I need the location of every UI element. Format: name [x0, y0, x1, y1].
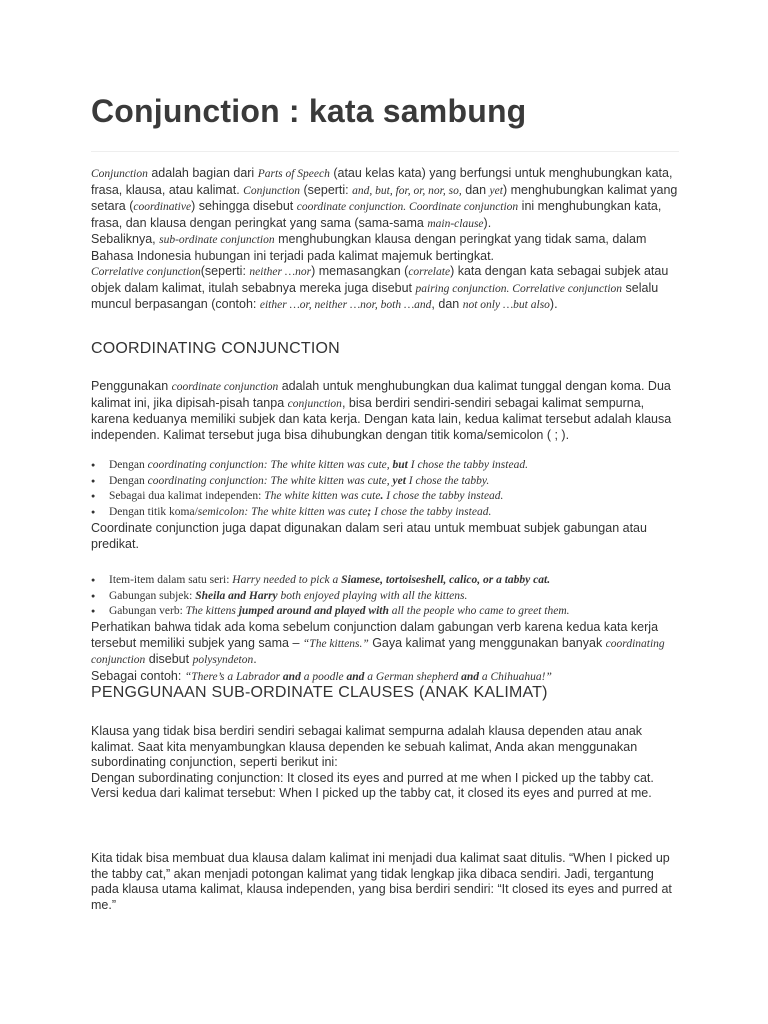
section1-note: [91, 620, 681, 685]
text: ) kata dengan kata sebagai subjek atau objek dalam kalimat, itulah sebabnya mereka juga disebut: [91, 264, 669, 295]
text: selalu muncul berpasangan (contoh:: [91, 280, 659, 311]
term: Conjunction: [243, 184, 301, 197]
term: but: [392, 459, 408, 471]
text: Gaya kalimat yang menggunakan banyak: [368, 635, 606, 650]
text: ) sehingga disebut: [191, 199, 297, 213]
paragraph: Versi kedua dari kalimat tersebut: When I picked up the tabby cat, it closed its eyes and purred at me.: [91, 786, 652, 800]
example-list-2: [91, 573, 681, 620]
section1-paragraph: [91, 379, 681, 443]
section-heading-coordinating: COORDINATING CONJUNCTION: [91, 340, 340, 357]
text: (seperti:: [300, 182, 353, 197]
term: and: [461, 670, 479, 683]
term: yet: [489, 184, 503, 197]
intro-paragraph-3: [91, 264, 681, 314]
text: ) menghubungkan kalimat yang setara (: [91, 182, 678, 213]
text: Gabungan subjek:: [109, 589, 196, 602]
text: Sebaliknya,: [91, 232, 160, 246]
term: “The kittens.”: [302, 637, 369, 650]
text: Dengan titik koma/: [109, 505, 198, 518]
section2-closing: Kita tidak bisa membuat dua klausa dalam kalimat ini menjadi dua kalimat saat ditulis. “When I picked up the tabby cat,” akan menjadi potongan kalimat yang tidak lengkap jika dibaca sendiri. Jadi, tergantung pada klausa utama kalimat, klausa independen, yang bisa berdiri sendiri: “It closed its eyes and purred at me.”: [91, 851, 672, 912]
text: disebut: [145, 652, 193, 666]
text: Gabungan verb:: [109, 605, 186, 617]
intro-paragraph-1: [91, 166, 681, 232]
text: .: [253, 652, 257, 666]
title-divider: [91, 151, 679, 152]
text: Dengan: [109, 474, 148, 487]
term: ;: [367, 505, 372, 518]
list-item: [91, 604, 681, 620]
term: coordinative: [133, 201, 192, 213]
term: I chose the tabby.: [405, 474, 490, 487]
text: (atau kelas kata) yang berfungsi untuk menghubungkan kata, frasa, klausa, atau kalimat.: [91, 166, 673, 197]
term: sub-ordinate conjunction: [159, 234, 275, 246]
term: .: [380, 490, 384, 502]
term: The white kitten was cute: [264, 490, 381, 502]
term: a poodle: [300, 670, 347, 683]
list-item: [91, 489, 681, 505]
list-item: [91, 589, 681, 605]
term: and: [282, 670, 301, 683]
intro-paragraph-2: [91, 232, 681, 264]
section2-body: [91, 724, 681, 802]
term: Sheila and Harry: [195, 589, 278, 602]
term: either …or, neither …nor, both …and: [259, 299, 432, 311]
text: adalah untuk menghubungkan dua kalimat tunggal dengan koma. Dua kalimat ini, jika dipisah-pisah tanpa: [91, 379, 671, 410]
example-sentence: [91, 669, 681, 686]
text: (seperti:: [200, 264, 250, 278]
text: Sebagai dua kalimat independen:: [109, 490, 265, 502]
term: I chose the tabby instead.: [407, 459, 528, 471]
text: Item-item dalam satu seri:: [109, 574, 233, 586]
term: jumped around and played with: [238, 605, 389, 617]
term: not only …but also: [462, 299, 550, 311]
page-title: Conjunction : kata sambung: [91, 93, 527, 129]
term: Parts of Speech: [257, 168, 330, 180]
example-list-1: [91, 458, 681, 520]
term: neither …nor: [249, 266, 312, 278]
text: Sebagai contoh:: [91, 668, 185, 683]
text: dan: [461, 182, 490, 197]
term: Siamese, tortoiseshell, calico, or a tabby cat.: [341, 574, 551, 586]
term: correlate: [408, 266, 451, 278]
term: I chose the tabby instead.: [383, 490, 504, 502]
term: main-clause: [427, 217, 484, 230]
term: coordinating conjunction: [91, 637, 665, 666]
term: “There’s a Labrador: [184, 670, 283, 683]
term: pairing conjunction. Correlative conjunction: [415, 282, 623, 295]
term: semicolon: The white kitten was cute: [197, 505, 368, 518]
term: coordinate conjunction: [171, 381, 279, 393]
term: The kittens: [185, 605, 239, 617]
text: ).: [483, 215, 492, 230]
section1-after: Coordinate conjunction juga dapat digunakan dalam seri atau untuk membuat subjek gabungan atau predikat.: [91, 521, 647, 551]
term: Correlative conjunction: [91, 266, 201, 278]
intro-block: [91, 166, 681, 314]
term: I chose the tabby instead.: [371, 505, 492, 518]
term: conjunction: [287, 397, 342, 410]
term: and: [346, 670, 365, 683]
list-item: [91, 474, 681, 490]
paragraph: Dengan subordinating conjunction: It closed its eyes and purred at me when I picked up the tabby cat.: [91, 770, 654, 785]
term: Harry needed to pick a: [232, 574, 342, 586]
text: , bisa berdiri sendiri-sendiri sebagai kalimat sempurna, karena keduanya memiliki subjek dan kata kerja. Dengan kata lain, kedua kalimat tersebut adalah klausa independen. Kalimat tersebut juga bisa dihubungkan dengan titik koma/semicolon ( ; ).: [91, 395, 672, 442]
term: a German shepherd: [364, 670, 462, 683]
text: adalah bagian dari: [147, 166, 258, 180]
list-item: [91, 573, 681, 589]
text: , dan: [431, 297, 463, 311]
text: Dengan: [109, 459, 148, 471]
text: Perhatikan bahwa tidak ada koma sebelum conjunction dalam gabungan verb karena kedua kata kerja tersebut memiliki subjek yang sama –: [91, 620, 659, 650]
term: polysyndeton: [192, 654, 254, 666]
text: Penggunakan: [91, 379, 172, 393]
term: a Chihuahua!”: [479, 670, 552, 683]
term: coordinate conjunction. Coordinate conjunction: [296, 201, 519, 213]
term: Conjunction: [91, 168, 148, 180]
section-heading-subordinate: PENGGUNAAN SUB-ORDINATE CLAUSES (ANAK KALIMAT): [91, 684, 548, 701]
term: all the people who came to greet them.: [388, 605, 570, 617]
list-item: [91, 505, 681, 521]
list-item: [91, 458, 681, 474]
term: coordinating conjunction: The white kitten was cute,: [147, 474, 393, 487]
text: ini menghubungkan kata, frasa, dan klausa dengan peringkat yang sama (sama-sama: [91, 199, 662, 230]
term: yet: [392, 474, 406, 487]
term: and, but, for, or, nor, so,: [352, 184, 462, 197]
text: menghubungkan klausa dengan peringkat yang tidak sama, dalam Bahasa Indonesia hubungan ini terjadi pada kalimat majemuk bertingkat.: [91, 232, 647, 263]
term: coordinating conjunction: The white kitten was cute,: [147, 459, 393, 471]
text: ).: [549, 297, 558, 311]
term: both enjoyed playing with all the kittens.: [277, 589, 468, 602]
text: ) memasangkan (: [311, 264, 409, 278]
paragraph: Klausa yang tidak bisa berdiri sendiri sebagai kalimat sempurna adalah klausa dependen atau anak kalimat. Saat kita menyambungkan klausa dependen ke sebuah kalimat, Anda akan menggunakan subordinating conjunction, seperti berikut ini:: [91, 724, 643, 769]
